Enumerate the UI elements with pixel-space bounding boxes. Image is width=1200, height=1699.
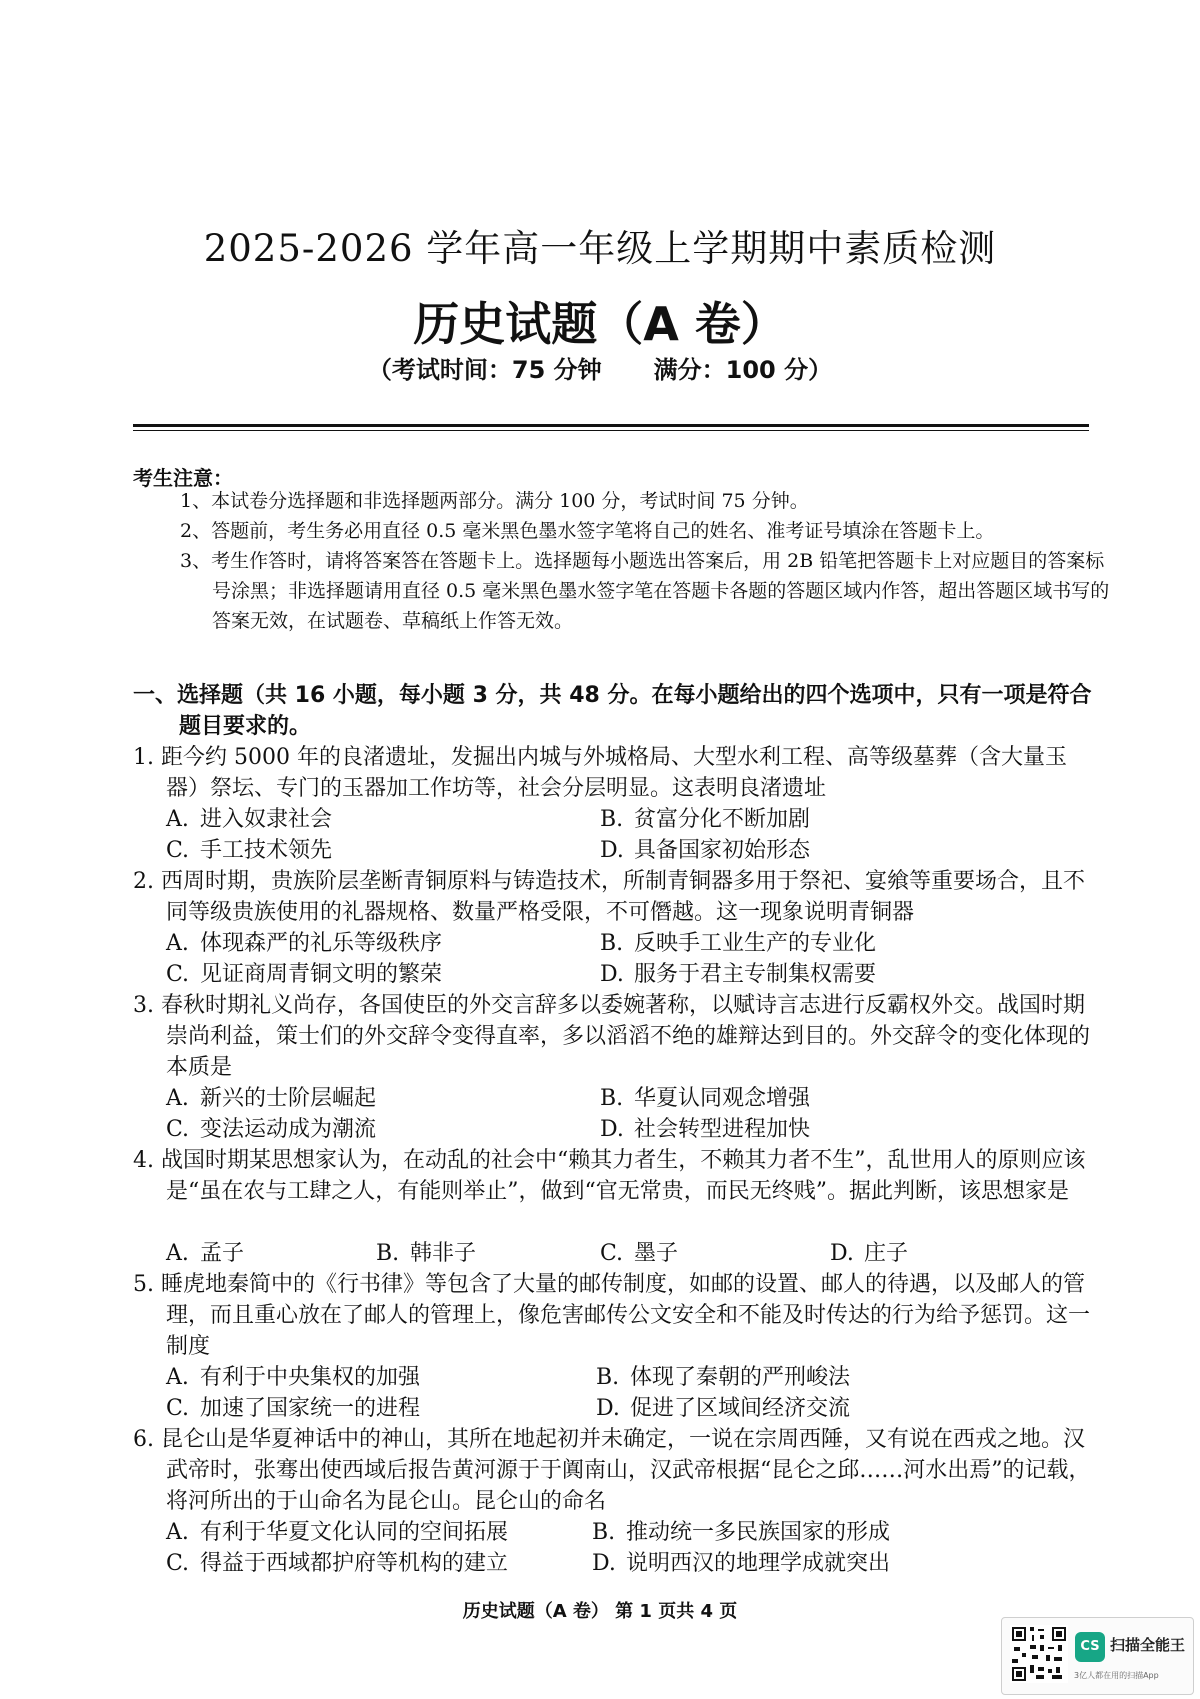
camscanner-logo-icon: CS xyxy=(1075,1632,1105,1662)
option: D. 服务于君主专制集权需要 xyxy=(600,962,877,987)
exam-title-line1: 2025-2026 学年高一年级上学期期中素质检测 xyxy=(203,227,997,270)
option: D. 社会转型进程加快 xyxy=(600,1117,811,1142)
option-row xyxy=(166,1083,1096,1114)
option-row xyxy=(166,959,1096,990)
option: C. 加速了国家统一的进程 xyxy=(166,1396,421,1421)
option: A. 新兴的士阶层崛起 xyxy=(166,1086,377,1111)
option: D. 促进了区域间经济交流 xyxy=(596,1396,851,1421)
option: C. 手工技术领先 xyxy=(166,838,333,863)
option: D. 具备国家初始形态 xyxy=(600,838,811,863)
scanner-app-name: 扫描全能王 xyxy=(1110,1636,1186,1654)
exam-time-label: （考试时间：75 分钟 xyxy=(367,356,602,384)
question-stem: 3. 春秋时期礼义尚存，各国使臣的外交言辞多以委婉著称，以赋诗言志进行反霸权外交。战国时期崇尚利益，策士们的外交辞令变得直率，多以滔滔不绝的雄辩达到目的。外交辞令的变化体现的本质是 xyxy=(133,993,1091,1080)
option: C. 墨子 xyxy=(600,1241,679,1266)
option: B. 体现了秦朝的严刑峻法 xyxy=(596,1365,851,1390)
option: B. 华夏认同观念增强 xyxy=(600,1086,811,1111)
exam-score-label: 满分：100 分） xyxy=(653,356,833,384)
exam-subtitle xyxy=(0,350,1200,385)
option: A. 有利于中央集权的加强 xyxy=(166,1365,421,1390)
header-divider-thin xyxy=(133,430,1089,431)
option-row xyxy=(166,928,1096,959)
option: C. 变法运动成为潮流 xyxy=(166,1117,377,1142)
option-row xyxy=(166,804,1096,835)
option-row xyxy=(166,1548,1096,1579)
header-divider-thick xyxy=(133,424,1089,427)
option: A. 孟子 xyxy=(166,1241,245,1266)
option: C. 得益于西域都护府等机构的建立 xyxy=(166,1551,509,1576)
note-item: 2、答题前，考生务必用直径 0.5 毫米黑色墨水签字笔将自己的姓名、准考证号填涂在答题卡上。 xyxy=(180,520,995,542)
option: A. 进入奴隶社会 xyxy=(166,807,333,832)
option-row xyxy=(166,1362,1096,1393)
notes-heading: 考生注意： xyxy=(133,466,233,490)
section-heading: 一、选择题（共 16 小题，每小题 3 分，共 48 分。在每小题给出的四个选项中，只有一项是符合题目要求的。 xyxy=(133,683,1092,739)
exam-title-line2: 历史试题（A 卷） xyxy=(413,297,787,351)
question-stem: 2. 西周时期，贵族阶层垄断青铜原料与铸造技术，所制青铜器多用于祭祀、宴飨等重要场合，且不同等级贵族使用的礼器规格、数量严格受限，不可僭越。这一现象说明青铜器 xyxy=(133,869,1085,925)
option: B. 反映手工业生产的专业化 xyxy=(600,931,877,956)
question-stem: 4. 战国时期某思想家认为，在动乱的社会中“赖其力者生，不赖其力者不生”，乱世用人的原则应该是“虽在农与工肆之人，有能则举止”，做到“官无常贵，而民无终贱”。据此判断，该思想家是 xyxy=(133,1148,1086,1204)
option: B. 韩非子 xyxy=(376,1241,477,1266)
option: D. 说明西汉的地理学成就突出 xyxy=(592,1551,891,1576)
option-row xyxy=(166,835,1096,866)
page-footer: 历史试题（A 卷） 第 1 页共 4 页 xyxy=(462,1601,738,1622)
option-row xyxy=(166,1114,1096,1145)
scanner-watermark xyxy=(1001,1617,1194,1695)
note-item: 1、本试卷分选择题和非选择题两部分。满分 100 分，考试时间 75 分钟。 xyxy=(180,490,809,512)
question-stem: 5. 睡虎地秦简中的《行书律》等包含了大量的邮传制度，如邮的设置、邮人的待遇，以及邮人的管理，而且重心放在了邮人的管理上，像危害邮传公文安全和不能及时传达的行为给予惩罚。这一制度 xyxy=(133,1272,1091,1359)
question-stem: 1. 距今约 5000 年的良渚遗址，发掘出内城与外城格局、大型水利工程、高等级墓葬（含大量玉器）祭坛、专门的玉器加工作坊等，社会分层明显。这表明良渚遗址 xyxy=(133,745,1067,801)
option: D. 庄子 xyxy=(830,1241,909,1266)
option-row xyxy=(166,1238,1096,1269)
option-row xyxy=(166,1393,1096,1424)
option: C. 见证商周青铜文明的繁荣 xyxy=(166,962,443,987)
qr-code-icon xyxy=(1010,1625,1068,1683)
option: A. 体现森严的礼乐等级秩序 xyxy=(166,931,443,956)
note-item: 3、考生作答时，请将答案答在答题卡上。选择题每小题选出答案后，用 2B 铅笔把答题卡上对应题目的答案标号涂黑；非选择题请用直径 0.5 毫米黑色墨水签字笔在答题卡各题的答题区域内作答，超出答题区域书写的答案无效，在试题卷、草稿纸上作答无效。 xyxy=(180,550,1110,632)
scanner-tagline: 3亿人都在用的扫描App xyxy=(1074,1671,1159,1680)
option: B. 贫富分化不断加剧 xyxy=(600,807,811,832)
option: A. 有利于华夏文化认同的空间拓展 xyxy=(166,1520,509,1545)
option-row xyxy=(166,1517,1096,1548)
option: B. 推动统一多民族国家的形成 xyxy=(592,1520,891,1545)
question-stem: 6. 昆仑山是华夏神话中的神山，其所在地起初并未确定，一说在宗周西陲，又有说在西戎之地。汉武帝时，张骞出使西域后报告黄河源于于阗南山，汉武帝根据“昆仑之邱……河水出焉”的记载，将河所出的于山命名为昆仑山。昆仑山的命名 xyxy=(133,1427,1091,1514)
